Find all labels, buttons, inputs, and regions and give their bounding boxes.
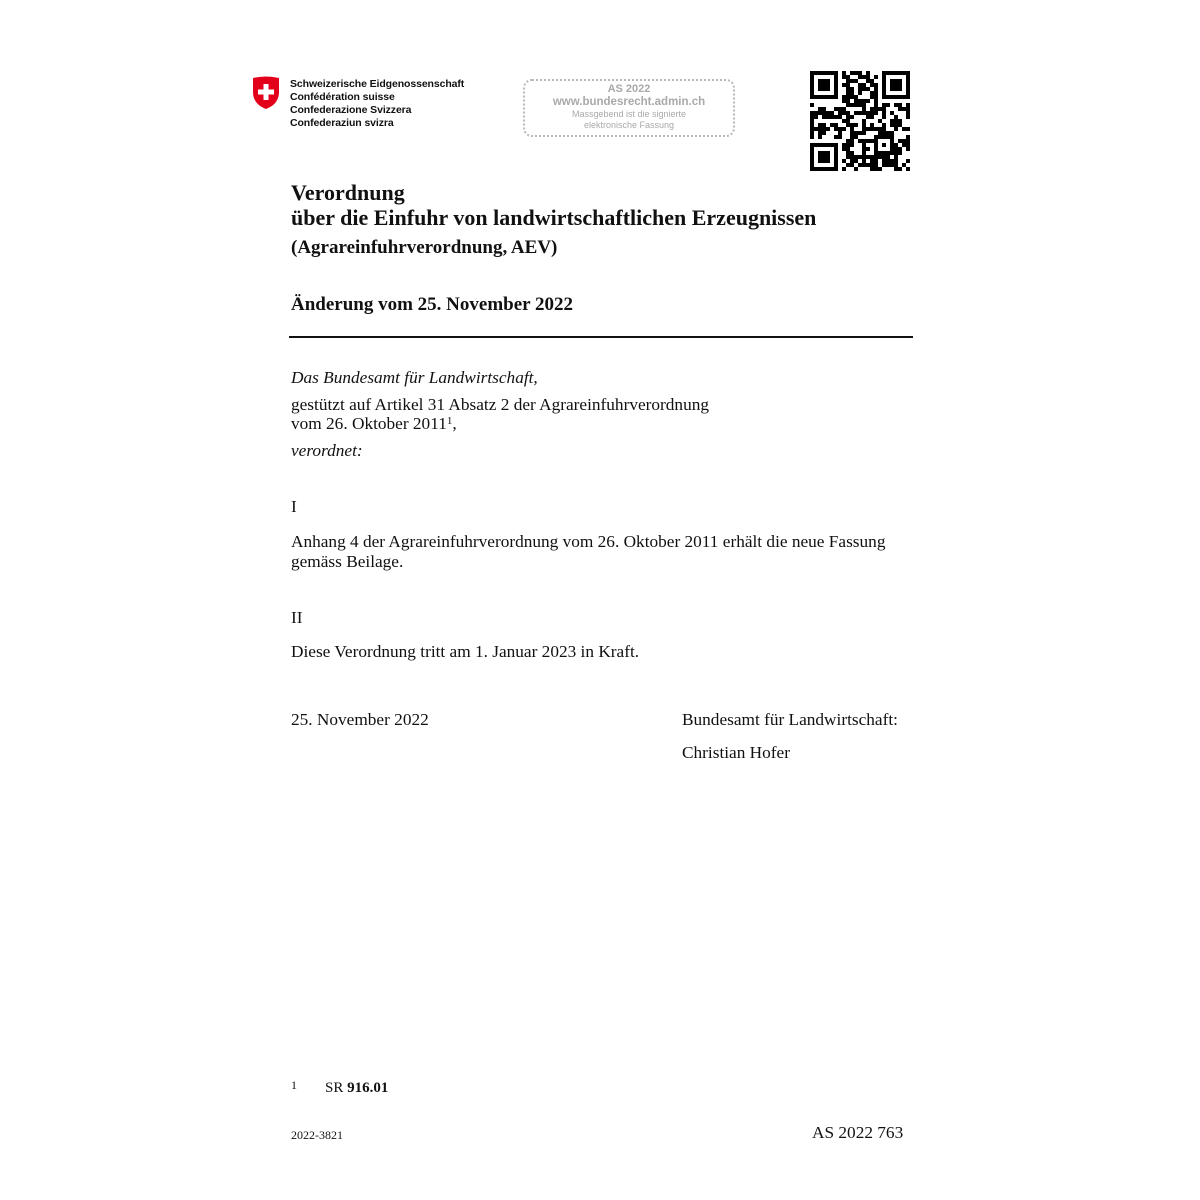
section-2-text: Diese Verordnung tritt am 1. Januar 2023 in Kraft. [291,642,640,661]
legal-basis-line1: gestützt auf Artikel 31 Absatz 2 der Agrareinfuhrverordnung [291,395,709,414]
stamp-note-line2: elektronische Fassung [583,120,675,130]
confederation-name-fr: Confédération suisse [290,91,395,103]
section-number-2: II [291,608,303,627]
legal-basis-line2: vom 26. Oktober 2011$^1$, [291,414,457,433]
official-publication-stamp [523,79,735,137]
short-title: (Agrareinfuhrverordnung, AEV) [291,237,558,258]
title-line2: über die Einfuhr von landwirtschaftlichen Erzeugnissen [291,205,817,230]
title-divider [289,336,913,338]
footnote-reference: 1 [446,415,453,427]
signatory-name: Christian Hofer [682,743,790,762]
stamp-as-number: AS 2022 [607,83,651,95]
footnote-sr-number: 916.01 [347,1080,389,1096]
section-number-1: I [291,497,297,516]
document-id: 2022-3821 [291,1128,343,1142]
signing-office: Bundesamt für Landwirtschaft: [682,710,898,729]
decree-formula: verordnet: [291,441,363,460]
swiss-confederation-logo [252,76,472,136]
title-line1: Verordnung [291,180,405,205]
issuing-authority: Das Bundesamt für Landwirtschaft, [291,368,538,387]
signature-date: 25. November 2022 [291,710,429,729]
official-compilation-reference: AS 2022 763 [812,1123,904,1142]
confederation-name-it: Confederazione Svizzera [290,104,412,116]
confederation-name-de: Schweizerische Eidgenossenschaft [290,78,465,90]
section-1-text-line2: gemäss Beilage. [291,552,404,571]
amendment-date: Änderung vom 25. November 2022 [291,294,574,315]
qr-code-icon [810,71,910,171]
stamp-url: www.bundesrecht.admin.ch [552,96,706,108]
section-1-text-line1: Anhang 4 der Agrareinfuhrverordnung vom 26. Oktober 2011 erhält die neue Fassung [291,532,886,551]
footnote-text: SR 916.01 [325,1080,389,1096]
stamp-note-line1: Massgebend ist die signierte [571,109,687,119]
footnote-number: 1 [291,1078,297,1092]
swiss-shield-icon [252,76,280,110]
confederation-name-rm: Confederaziun svizra [290,117,394,129]
